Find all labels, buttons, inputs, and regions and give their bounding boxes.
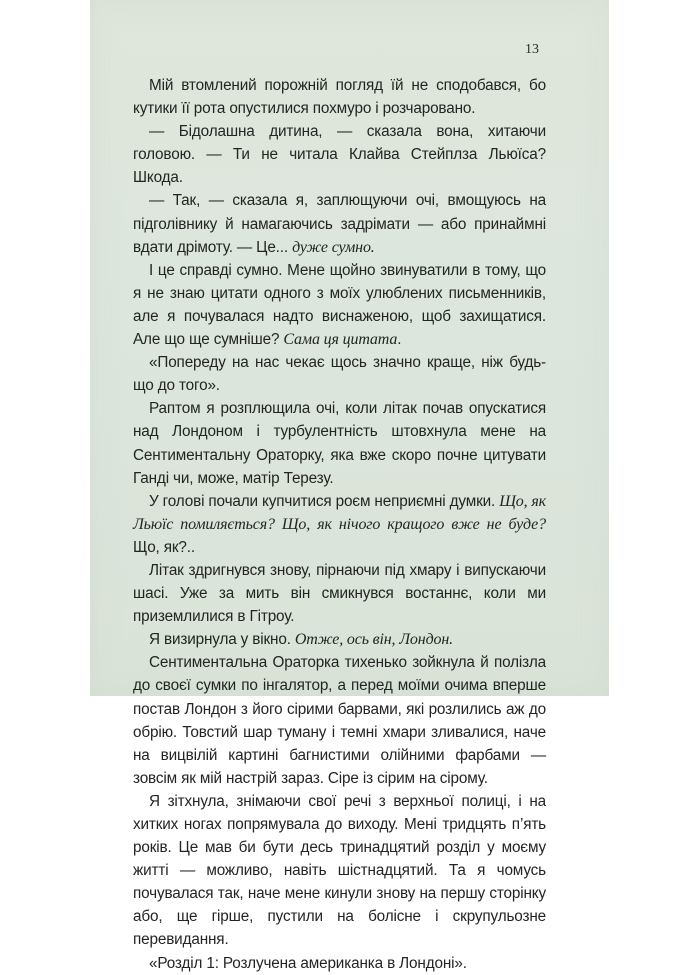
paragraph bbox=[133, 628, 546, 651]
paragraph bbox=[133, 120, 546, 189]
paragraph bbox=[133, 189, 546, 258]
text-run: . bbox=[397, 331, 402, 349]
text-run: Я зітхнула, знімаючи свої речі з верхньої полиці, і на хитких ногах попрямувала до виходу. Мені тридцять п’ять років. Це мав би бути десь тринадцятий розділ у моєму житті — можливо, навіть шістнадцятий. Та я чомусь почувалася так, наче мене кинули знову на першу сторінку або, ще гірше, пустили на болісне і скрупульозне перевидання. bbox=[133, 792, 546, 949]
text-run: Мій втомлений порожній погляд їй не сподобався, бо кутики її рота опустилися похмуро і розчаровано. bbox=[133, 77, 546, 118]
paragraph bbox=[133, 351, 546, 397]
text-run: І це справді сумно. Мене щойно звинуватили в тому, що я не знаю цитати одного з моїх улюблених письменників, але я почувалася надто виснаженою, щоб захищатися. Але що ще сумніше? bbox=[133, 261, 546, 349]
paragraph bbox=[133, 259, 546, 351]
paragraph bbox=[133, 559, 546, 628]
page-number: 13 bbox=[525, 42, 539, 57]
italic-run: Отже, ось він, Лондон. bbox=[294, 631, 454, 649]
text-run: Раптом я розплющила очі, коли літак почав опускатися над Лондоном і турбулентність штовхнула мене на Сентиментальну Ораторку, яка вже скоро почне цитувати Ганді чи, може, матір Терезу. bbox=[133, 400, 546, 487]
paragraph bbox=[133, 651, 546, 790]
italic-run: дуже сумно. bbox=[292, 238, 375, 256]
book-page bbox=[90, 0, 609, 972]
paragraph bbox=[133, 397, 546, 489]
text-run: Що, як?.. bbox=[133, 538, 195, 556]
paragraph bbox=[133, 490, 546, 559]
quote-text: «Попереду на нас чекає щось значно краще, ніж будь-що до того». bbox=[133, 354, 546, 395]
chapter-quote: «Розділ 1: Розлучена американка в Лондоні». bbox=[149, 954, 467, 972]
text-run: — Так, — сказала я, заплющуючи очі, вмощуюсь на підголівнику й намагаючись задрімати — або принаймні вдати дрімоту. — Це... bbox=[133, 192, 546, 256]
paragraph bbox=[133, 74, 546, 120]
paragraph bbox=[133, 790, 546, 952]
text-run: Я визирнула у вікно. bbox=[149, 631, 295, 649]
text-run: Сентиментальна Ораторка тихенько зойкнула й полізла до своєї сумки по інгалятор, а перед моїми очима вперше постав Лондон з його сірими барвами, які розлились аж до обрію. Товстий шар туману і темні хмари зливалися, наче на вицвілій картині багнистими олійними фарбами — зовсім як мій настрій зараз. Сіре із сірим на сірому. bbox=[133, 654, 546, 787]
text-run: — Бідолашна дитина, — сказала вона, хитаючи головою. — Ти не читала Клайва Стейплза Льюїса? Шкода. bbox=[133, 123, 546, 187]
text-run: У голові почали купчитися роєм неприємні думки. bbox=[149, 492, 500, 510]
paragraph bbox=[133, 952, 546, 975]
italic-run: Сама ця цитата bbox=[283, 331, 398, 349]
text-run: Літак здригнувся знову, пірнаючи під хмару і випускаючи шасі. Уже за мить він смикнувся востаннє, коли ми приземлилися в Гітроу. bbox=[133, 561, 546, 626]
italic-run: Що, як Льюїс помиляється? Що, як нічого кращого вже не буде? bbox=[133, 492, 546, 533]
body-text bbox=[133, 74, 546, 975]
